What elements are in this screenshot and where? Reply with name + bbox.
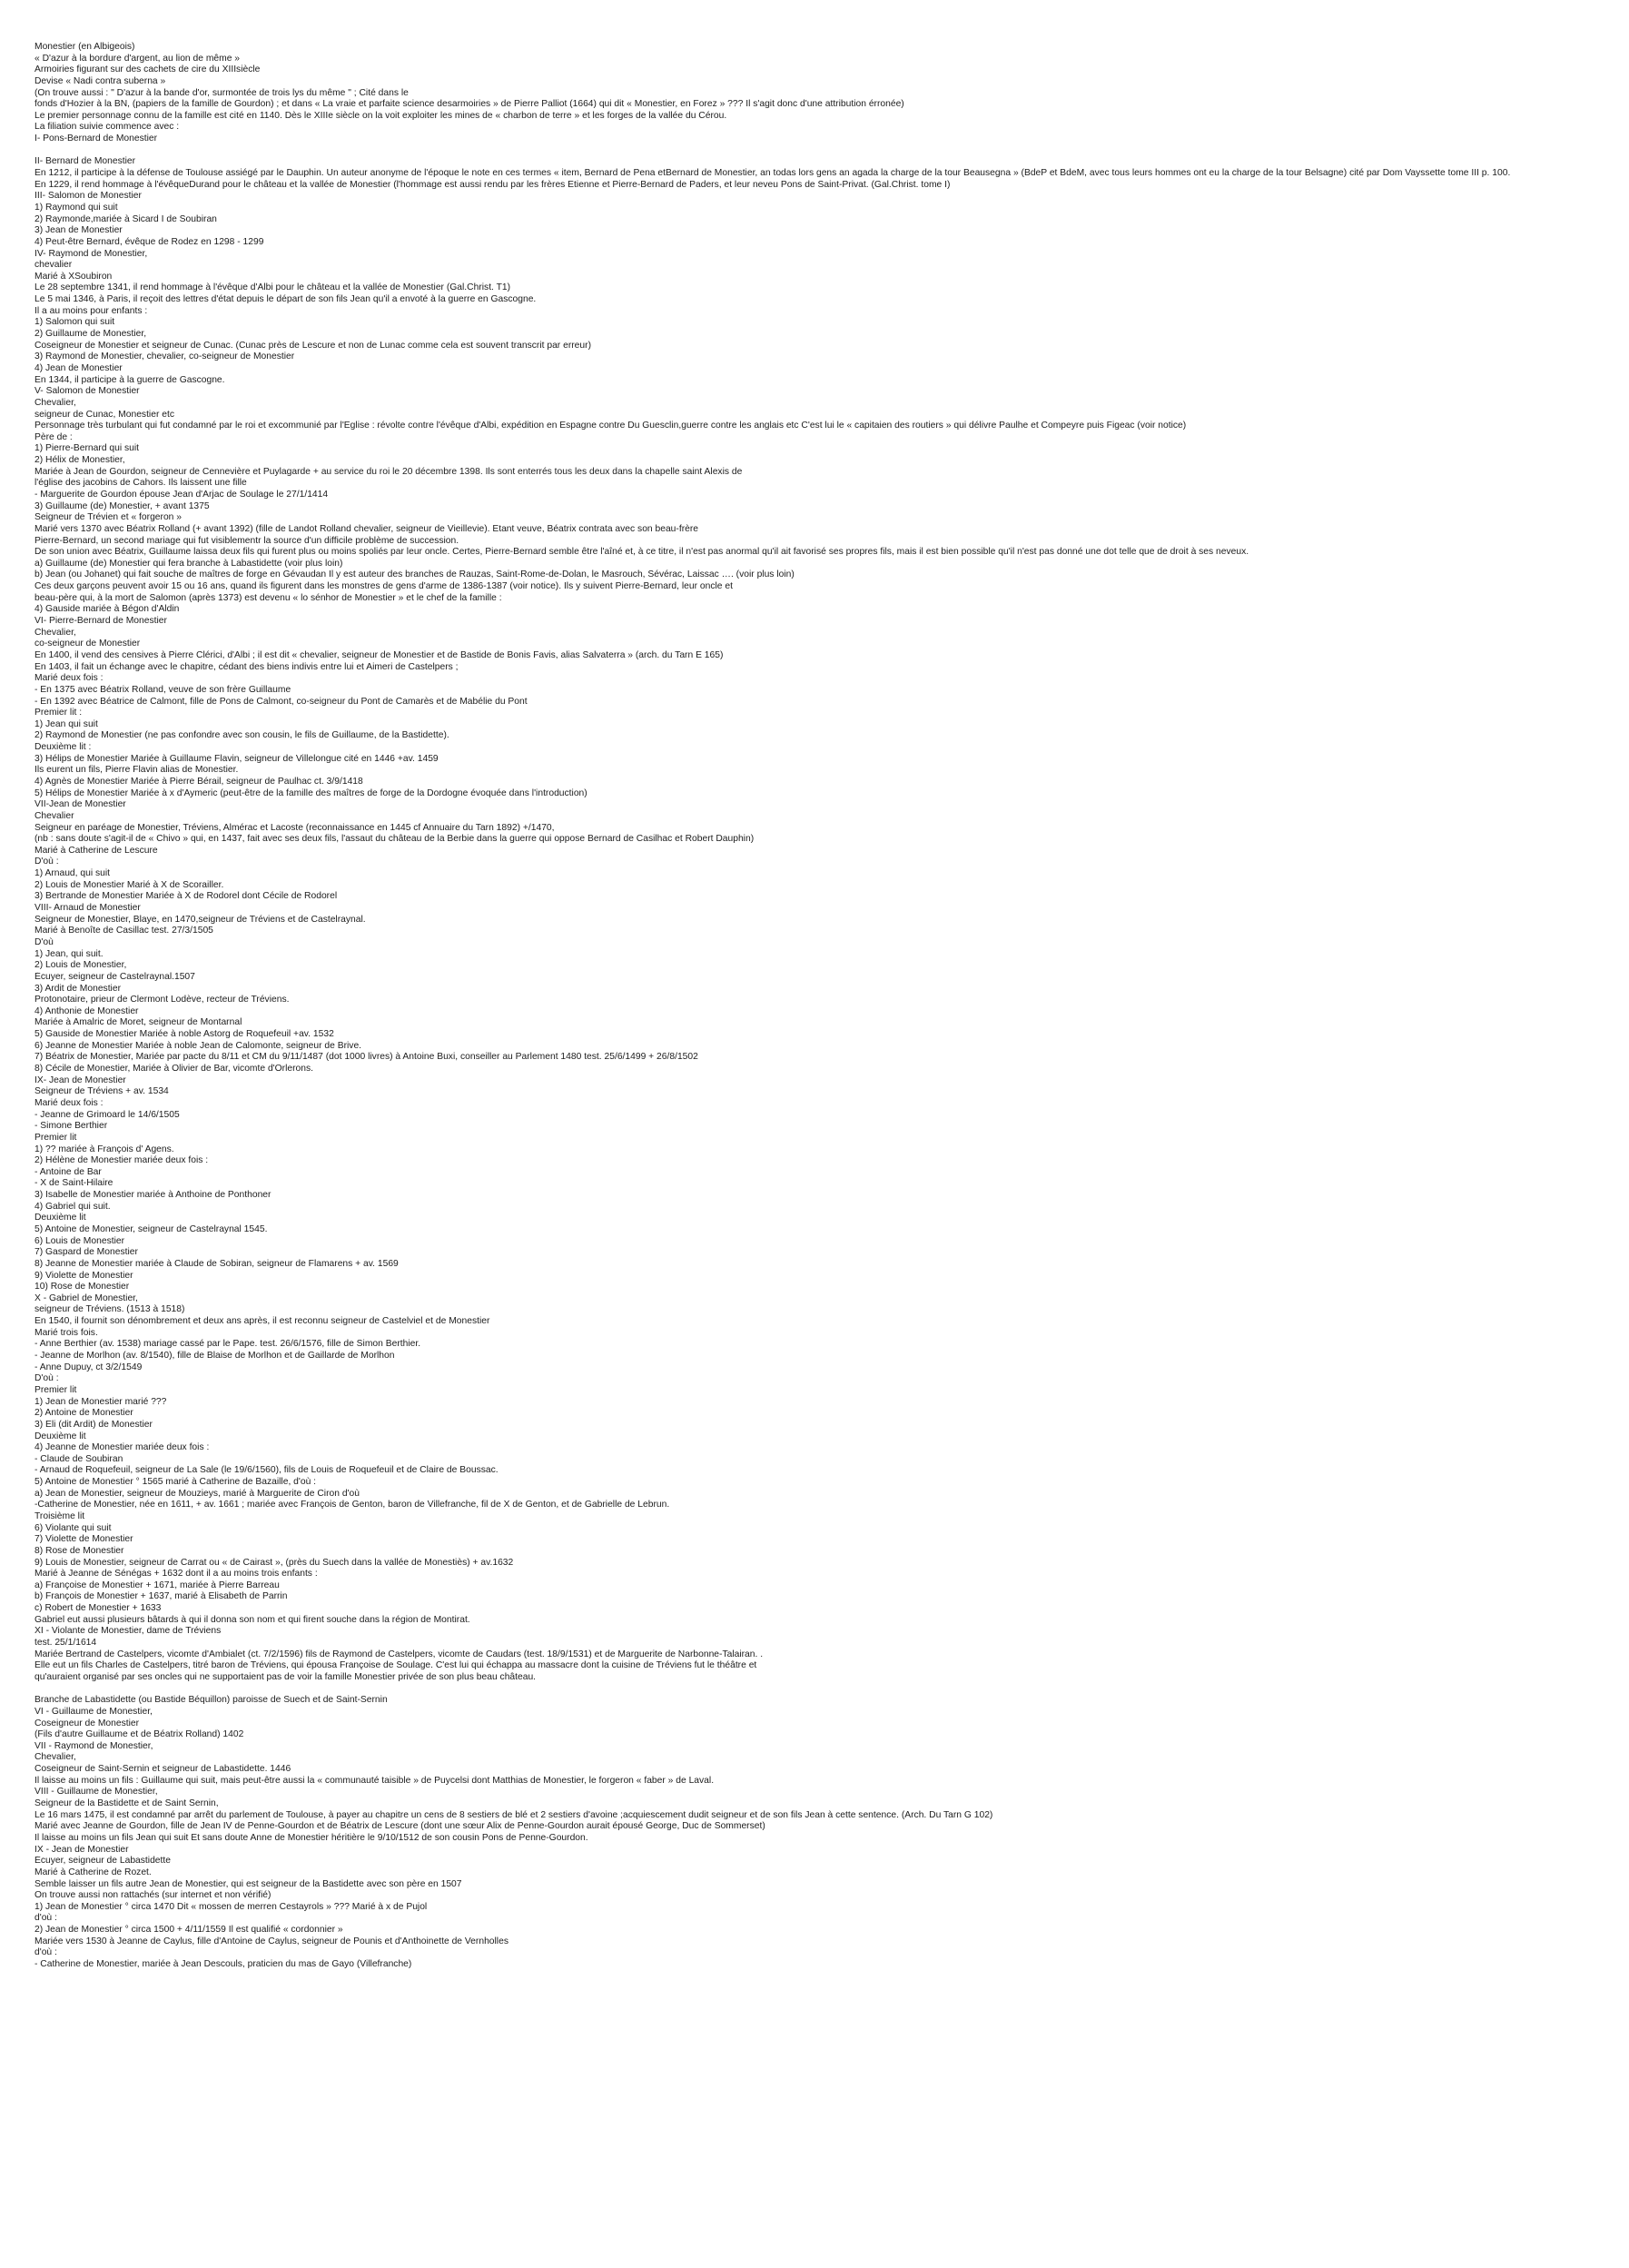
text-line: « D'azur à la bordure d'argent, au lion de même » bbox=[35, 53, 241, 64]
text-line: (nb : sans doute s'agit-il de « Chivo » qui, en 1437, fait avec ses deux fils, l'assaut du château de la Berbie dans la guerre qui oppose Bernard de Casilhac et Robert Dauphin) bbox=[35, 834, 755, 845]
text-line: Il laisse au moins un fils : Guillaume qui suit, mais peut-être aussi la « communauté taisible » de Puycelsi dont Matthias de Monestier, le forgeron « faber » de Laval. bbox=[35, 1775, 715, 1786]
text-line: Père de : bbox=[35, 431, 73, 442]
text-line: (On trouve aussi : " D'azur à la bande d'or, surmontée de trois lys du même " ; Cité dans le bbox=[35, 87, 409, 98]
text-line: VII - Raymond de Monestier, bbox=[35, 1740, 153, 1751]
text-line: 8) Cécile de Monestier, Mariée à Olivier de Bar, vicomte d'Orlerons. bbox=[35, 1064, 313, 1075]
text-line: chevalier bbox=[35, 260, 73, 271]
document-body bbox=[35, 42, 1596, 1971]
text-line bbox=[35, 1684, 1596, 1696]
text-line: -Catherine de Monestier, née en 1611, + av. 1661 ; mariée avec François de Genton, baron de Villefranche, fil de X de Genton, et de Gabrielle de Lebrun. bbox=[35, 1500, 670, 1510]
text-line: 4) Jeanne de Monestier mariée deux fois : bbox=[35, 1442, 210, 1453]
text-line: Gabriel eut aussi plusieurs bâtards à qui il donna son nom et qui firent souche dans la région de Montirat. bbox=[35, 1614, 470, 1625]
text-line: - Catherine de Monestier, mariée à Jean Descouls, praticien du mas de Gayo (Villefranche) bbox=[35, 1958, 412, 1969]
text-line: 2) Louis de Monestier, bbox=[35, 960, 127, 971]
text-line: a) Guillaume (de) Monestier qui fera branche à Labastidette (voir plus loin) bbox=[35, 558, 343, 569]
text-line: beau-père qui, à la mort de Salomon (après 1373) est devenu « lo sénhor de Monestier » et le chef de la famille : bbox=[35, 592, 502, 603]
text-line: a) Jean de Monestier, seigneur de Mouzieys, marié à Marguerite de Ciron d'où bbox=[35, 1488, 360, 1499]
text-line: - En 1375 avec Béatrix Rolland, veuve de son frère Guillaume bbox=[35, 684, 291, 695]
text-line: 6) Violante qui suit bbox=[35, 1522, 112, 1533]
text-line: V- Salomon de Monestier bbox=[35, 386, 140, 397]
text-line: fonds d'Hozier à la BN, (papiers de la famille de Gourdon) ; et dans « La vraie et parfaite science desarmoiries » de Pierre Palliot (1664) qui dit « Monestier, en Forez » ??? Il s'agit donc d'une attribution érronée) bbox=[35, 99, 904, 110]
text-line: Chevalier, bbox=[35, 627, 76, 638]
text-line: VII-Jean de Monestier bbox=[35, 799, 126, 810]
text-line: 4) Agnès de Monestier Mariée à Pierre Bérail, seigneur de Paulhac ct. 3/9/1418 bbox=[35, 777, 363, 787]
text-line: 8) Jeanne de Monestier mariée à Claude de Sobiran, seigneur de Flamarens + av. 1569 bbox=[35, 1258, 399, 1269]
text-line: De son union avec Béatrix, Guillaume laissa deux fils qui furent plus ou moins spoliés par leur oncle. Certes, Pierre-Bernard semble être l'aîné et, à ce titre, il n'est pas anormal qu'il ait favorisé ses propres fils, mais il est bien possible qu'il n'est pas donné une dot telle que de droit à ses neveux. bbox=[35, 547, 1249, 558]
text-line: D'où : bbox=[35, 857, 59, 867]
text-line: 4) Anthonie de Monestier bbox=[35, 1005, 139, 1016]
text-line: Mariée vers 1530 à Jeanne de Caylus, fille d'Antoine de Caylus, seigneur de Pounis et d'Anthoinette de Vernholles bbox=[35, 1936, 508, 1946]
text-line: 6) Louis de Monestier bbox=[35, 1235, 125, 1246]
text-line: Seigneur de la Bastidette et de Saint Sernin, bbox=[35, 1798, 219, 1809]
text-line: Troisième lit bbox=[35, 1511, 85, 1521]
text-line: 3) Hélips de Monestier Mariée à Guillaume Flavin, seigneur de Villelongue cité en 1446 +av. 1459 bbox=[35, 753, 439, 764]
text-line: Devise « Nadi contra suberna » bbox=[35, 75, 166, 86]
text-line: 5) Hélips de Monestier Mariée à x d'Aymeric (peut-être de la famille des maîtres de forge de la Dordogne évoquée dans l'introduction) bbox=[35, 787, 587, 798]
text-line: En 1344, il participe à la guerre de Gascogne. bbox=[35, 374, 225, 385]
text-line: 2) Antoine de Monestier bbox=[35, 1408, 133, 1419]
text-line: 4) Jean de Monestier bbox=[35, 362, 123, 373]
text-line: En 1400, il vend des censives à Pierre Clérici, d'Albi ; il est dit « chevalier, seigneur de Monestier et de Bastide de Bonis Favis, alias Salvaterra » (arch. du Tarn E 165) bbox=[35, 649, 724, 660]
text-line: 1) ?? mariée à François d' Agens. bbox=[35, 1144, 174, 1154]
text-line: Deuxième lit bbox=[35, 1431, 86, 1441]
text-line: 7) Béatrix de Monestier, Mariée par pacte du 8/11 et CM du 9/11/1487 (dot 1000 livres) à Antoine Buxi, conseiller au Parlement 1480 test. 25/6/1499 + 26/8/1502 bbox=[35, 1052, 698, 1063]
text-line: Le 28 septembre 1341, il rend hommage à l'évêque d'Albi pour le château et la vallée de Monestier (Gal.Christ. T1) bbox=[35, 282, 511, 293]
text-line: Coseigneur de Saint-Sernin et seigneur de Labastidette. 1446 bbox=[35, 1764, 291, 1775]
text-line: Le premier personnage connu de la famille est cité en 1140. Dès le XIIIe siècle on la voit exploiter les mines de « charbon de terre » et les forges de la vallée du Cérou. bbox=[35, 110, 727, 121]
text-line: I- Pons-Bernard de Monestier bbox=[35, 134, 158, 144]
text-line: 1) Salomon qui suit bbox=[35, 317, 115, 328]
text-line: Écuyer, seigneur de Castelraynal.1507 bbox=[35, 971, 195, 982]
text-line: 2) Hélène de Monestier mariée deux fois : bbox=[35, 1155, 209, 1166]
text-line: - Antoine de Bar bbox=[35, 1166, 102, 1177]
text-line: 3) Guillaume (de) Monestier, + avant 1375 bbox=[35, 500, 210, 511]
text-line: Deuxième lit : bbox=[35, 742, 92, 753]
text-line: Le 5 mai 1346, à Paris, il reçoit des lettres d'état depuis le départ de son fils Jean qu'il a envoté à la guerre en Gascogne. bbox=[35, 294, 537, 305]
text-line: Chevalier, bbox=[35, 1752, 76, 1763]
text-line: Marié deux fois : bbox=[35, 1097, 104, 1108]
text-line: Chevalier, bbox=[35, 397, 76, 408]
text-line: En 1540, il fournit son dénombrement et deux ans après, il est reconnu seigneur de Castelviel et de Monestier bbox=[35, 1316, 490, 1327]
text-line: D'où bbox=[35, 936, 54, 947]
text-line: seigneur de Cunac, Monestier etc bbox=[35, 409, 174, 420]
text-line: a) Françoise de Monestier + 1671, mariée à Pierre Barreau bbox=[35, 1580, 280, 1590]
text-line: - X de Saint-Hilaire bbox=[35, 1178, 114, 1189]
text-line: Marié trois fois. bbox=[35, 1327, 98, 1338]
text-line: VI - Guillaume de Monestier, bbox=[35, 1706, 153, 1717]
text-line: 5) Gauside de Monestier Mariée à noble Astorg de Roquefeuil +av. 1532 bbox=[35, 1029, 334, 1040]
text-line: 8) Rose de Monestier bbox=[35, 1545, 124, 1556]
text-line: 1) Jean, qui suit. bbox=[35, 948, 104, 959]
text-line: 2) Hélix de Monestier, bbox=[35, 455, 125, 466]
text-line: Marié à Catherine de Rozet. bbox=[35, 1867, 152, 1877]
text-line: 3) Raymond de Monestier, chevalier, co-seigneur de Monestier bbox=[35, 352, 295, 362]
text-line: 3) Ardit de Monestier bbox=[35, 983, 122, 994]
text-line: III- Salomon de Monestier bbox=[35, 191, 142, 202]
text-line: - Anne Dupuy, ct 3/2/1549 bbox=[35, 1362, 143, 1372]
text-line bbox=[35, 145, 1596, 157]
text-line: 6) Jeanne de Monestier Mariée à noble Jean de Calomonte, seigneur de Brive. bbox=[35, 1040, 362, 1051]
text-line: Seigneur de Monestier, Blaye, en 1470,seigneur de Tréviens et de Castelraynal. bbox=[35, 914, 366, 925]
text-line: - Claude de Soubiran bbox=[35, 1453, 123, 1464]
text-line: 1) Jean de Monestier ° circa 1470 Dit « mossen de merren Cestayrols » ??? Marié à x de Pujol bbox=[35, 1901, 428, 1912]
text-line: 2) Jean de Monestier ° circa 1500 + 4/11/1559 Il est qualifié « cordonnier » bbox=[35, 1925, 343, 1936]
text-line: co-seigneur de Monestier bbox=[35, 639, 141, 649]
text-line: Écuyer, seigneur de Labastidette bbox=[35, 1856, 171, 1867]
text-line: 1) Jean qui suit bbox=[35, 718, 98, 729]
text-line: qu'auraient organisé par ses oncles qui ne supportaient pas de voir la famille Monestier privée de son plus beau château. bbox=[35, 1671, 537, 1682]
text-line: Mariée Bertrand de Castelpers, vicomte d'Ambialet (ct. 7/2/1596) fils de Raymond de Castelpers, vicomte de Caudars (test. 18/9/1531) et de Marguerite de Narbonne-Talairan. . bbox=[35, 1649, 764, 1659]
text-line: Coseigneur de Monestier et seigneur de Cunac. (Cunac près de Lescure et non de Lunac comme cela est souvent transcrit par erreur) bbox=[35, 340, 591, 351]
text-line: Il a au moins pour enfants : bbox=[35, 305, 148, 316]
text-line: IV- Raymond de Monestier, bbox=[35, 248, 148, 259]
text-line: 5) Antoine de Monestier, seigneur de Castelraynal 1545. bbox=[35, 1223, 268, 1234]
text-line: Monestier (en Albigeois) bbox=[35, 42, 135, 52]
text-line: Branche de Labastidette (ou Bastide Béquillon) paroisse de Suech et de Saint-Sernin bbox=[35, 1695, 388, 1706]
text-line: 9) Violette de Monestier bbox=[35, 1270, 133, 1281]
text-line: d'où : bbox=[35, 1947, 57, 1958]
text-line: 4) Gabriel qui suit. bbox=[35, 1201, 111, 1212]
text-line: Mariée à Jean de Gourdon, seigneur de Cennevière et Puylagarde + au service du roi le 20 décembre 1398. Ils sont enterrés tous les deux dans la chapelle saint Alexis de bbox=[35, 466, 743, 477]
text-line: D'où : bbox=[35, 1373, 59, 1384]
text-line: 3) Bertrande de Monestier Mariée à X de Rodorel dont Cécile de Rodorel bbox=[35, 891, 338, 902]
text-line: - En 1392 avec Béatrice de Calmont, fille de Pons de Calmont, co-seigneur du Pont de Camarès et de Mabélie du Pont bbox=[35, 696, 528, 707]
text-line: VIII - Guillaume de Monestier, bbox=[35, 1787, 158, 1798]
text-line: Marié à Benoîte de Casillac test. 27/3/1505 bbox=[35, 926, 213, 936]
text-line: 3) Eli (dit Ardit) de Monestier bbox=[35, 1419, 153, 1430]
text-line: Marié vers 1370 avec Béatrix Rolland (+ avant 1392) (fille de Landot Rolland chevalier, seigneur de Vieillevie). Etant veuve, Béatrix contrata avec son beau-frère bbox=[35, 523, 699, 534]
text-line: En 1212, il participe à la défense de Toulouse assiégé par le Dauphin. Un auteur anonyme de l'époque le note en ces termes « item, Bernard de Pena etBernard de Monestier, an todas lors gens an agada la charge de la tour Beausegna » (BdeP et BdeM, avec tous leurs hommes ont eu la charge de la tour Belsagne) cité par Dom Vayssette tome III p. 100. bbox=[35, 168, 1511, 179]
text-line: Marié avec Jeanne de Gourdon, fille de Jean IV de Penne-Gourdon et de Béatrix de Lescure (dont une sœur Alix de Penne-Gourdon aurait épousé George, Duc de Sommerset) bbox=[35, 1821, 765, 1832]
text-line: c) Robert de Monestier + 1633 bbox=[35, 1603, 162, 1614]
text-line: En 1403, il fait un échange avec le chapitre, cédant des biens indivis entre lui et Aimeri de Castelpers ; bbox=[35, 661, 459, 672]
text-line: Armoiries figurant sur des cachets de cire du XIIIsiècle bbox=[35, 64, 261, 75]
text-line: 1) Arnaud, qui suit bbox=[35, 868, 110, 879]
text-line: En 1229, il rend hommage à l'évêqueDurand pour le château et la vallée de Monestier (l'hommage est aussi rendu par les frères Etienne et Pierre-Bernard de Paders, et leur neveu Pons de Saint-Privat. (Gal.Christ. tome I) bbox=[35, 179, 951, 190]
text-line: (Fils d'autre Guillaume et de Béatrix Rolland) 1402 bbox=[35, 1729, 244, 1740]
text-line: b) Jean (ou Johanet) qui fait souche de maîtres de forge en Gévaudan Il y est auteur des branches de Rauzas, Saint-Rome-de-Dolan, le Masrouch, Sévérac, Laissac …. (voir plus loin) bbox=[35, 569, 795, 580]
text-line: 5) Antoine de Monestier ° 1565 marié à Catherine de Bazaille, d'où : bbox=[35, 1477, 317, 1488]
text-line: 7) Gaspard de Monestier bbox=[35, 1247, 138, 1258]
text-line: Ils eurent un fils, Pierre Flavin alias de Monestier. bbox=[35, 765, 239, 776]
text-line: - Marguerite de Gourdon épouse Jean d'Arjac de Soulage le 27/1/1414 bbox=[35, 489, 329, 500]
text-line: Chevalier bbox=[35, 810, 74, 821]
text-line: Seigneur de Trévien et « forgeron » bbox=[35, 512, 182, 523]
text-line: - Arnaud de Roquefeuil, seigneur de La Sale (le 19/6/1560), fils de Louis de Roquefeuil et de Claire de Boussac. bbox=[35, 1465, 499, 1476]
text-line: 2) Guillaume de Monestier, bbox=[35, 329, 147, 340]
text-line: - Anne Berthier (av. 1538) mariage cassé par le Pape. test. 26/6/1576, fille de Simon Berthier. bbox=[35, 1339, 421, 1350]
text-line: On trouve aussi non rattachés (sur internet et non vérifié) bbox=[35, 1890, 272, 1901]
text-line: Personnage très turbulant qui fut condamné par le roi et excommunié par l'Eglise : révolte contre l'évêque d'Albi, expédition en Espagne contre Du Guesclin,guerre contre les anglais etc C'est lui le « capitaien des routiers » qui délivre Paulhe et Compeyre puis Figeac (voir notice) bbox=[35, 421, 1187, 431]
text-line: 2) Raymond de Monestier (ne pas confondre avec son cousin, le fils de Guillaume, de la Bastidette). bbox=[35, 730, 449, 741]
text-line: Pierre-Bernard, un second mariage qui fut visiblementr la source d'un difficile problème de succession. bbox=[35, 535, 459, 546]
text-line: 9) Louis de Monestier, seigneur de Carrat ou « de Cairast », (près du Suech dans la vallée de Monestiès) + av.1632 bbox=[35, 1557, 514, 1568]
text-line: 3) Isabelle de Monestier mariée à Anthoine de Ponthoner bbox=[35, 1190, 272, 1201]
text-line: 3) Jean de Monestier bbox=[35, 225, 123, 236]
text-line: X - Gabriel de Monestier, bbox=[35, 1292, 138, 1303]
text-line: II- Bernard de Monestier bbox=[35, 156, 136, 167]
text-line: Mariée à Amalric de Moret, seigneur de Montarnal bbox=[35, 1017, 242, 1028]
text-line: Marié à XSoubiron bbox=[35, 271, 113, 282]
text-line: - Jeanne de Grimoard le 14/6/1505 bbox=[35, 1109, 180, 1120]
text-line: Protonotaire, prieur de Clermont Lodève, recteur de Tréviens. bbox=[35, 995, 290, 1005]
text-line: 4) Peut-être Bernard, évêque de Rodez en 1298 - 1299 bbox=[35, 236, 264, 247]
text-line: 1) Raymond qui suit bbox=[35, 202, 118, 213]
text-line: Seigneur de Tréviens + av. 1534 bbox=[35, 1086, 169, 1097]
text-line: b) François de Monestier + 1637, marié à Elisabeth de Parrin bbox=[35, 1591, 288, 1602]
text-line: Semble laisser un fils autre Jean de Monestier, qui est seigneur de la Bastidette avec son père en 1507 bbox=[35, 1878, 462, 1889]
text-line: Marié à Catherine de Lescure bbox=[35, 845, 158, 856]
text-line: d'où : bbox=[35, 1913, 57, 1924]
text-line: Premier lit bbox=[35, 1132, 77, 1143]
text-line: VIII- Arnaud de Monestier bbox=[35, 903, 141, 914]
text-line: l'église des jacobins de Cahors. Ils laissent une fille bbox=[35, 478, 247, 489]
text-line: 1) Jean de Monestier marié ??? bbox=[35, 1396, 167, 1407]
text-line: Le 16 mars 1475, il est condamné par arrêt du parlement de Toulouse, à payer au chapitre un cens de 8 sestiers de blé et 2 sestiers d'avoine ;acquiescement dudit seigneur et de son fils Jean à cette sentence. (Arch. Du Tarn G 102) bbox=[35, 1809, 993, 1820]
text-line: - Jeanne de Morlhon (av. 8/1540), fille de Blaise de Morlhon et de Gaillarde de Morlhon bbox=[35, 1351, 395, 1362]
text-line: 7) Violette de Monestier bbox=[35, 1534, 133, 1545]
text-line: Premier lit : bbox=[35, 708, 83, 718]
text-line: seigneur de Tréviens. (1513 à 1518) bbox=[35, 1304, 185, 1315]
text-line: Premier lit bbox=[35, 1384, 77, 1395]
text-line: 4) Gauside mariée à Bégon d'Aldin bbox=[35, 604, 180, 615]
text-line: 2) Raymonde,mariée à Sicard I de Soubiran bbox=[35, 213, 217, 224]
text-line: Il laisse au moins un fils Jean qui suit Et sans doute Anne de Monestier héritière le 9/10/1512 de son cousin Pons de Penne-Gourdon. bbox=[35, 1832, 588, 1843]
text-line: Coseigneur de Monestier bbox=[35, 1718, 140, 1728]
text-line: IX- Jean de Monestier bbox=[35, 1075, 126, 1085]
text-line: Elle eut un fils Charles de Castelpers, titré baron de Tréviens, qui épousa Françoise de Soulage. C'est lui qui échappa au massacre dont la cuisine de Tréviens fut le théâtre et bbox=[35, 1660, 757, 1671]
text-line: Marié deux fois : bbox=[35, 673, 104, 684]
text-line: VI- Pierre-Bernard de Monestier bbox=[35, 616, 167, 627]
text-line: 2) Louis de Monestier Marié à X de Scorailler. bbox=[35, 879, 224, 890]
text-line: Seigneur en paréage de Monestier, Tréviens, Almérac et Lacoste (reconnaissance en 1445 cf Annuaire du Tarn 1892) +/1470, bbox=[35, 822, 555, 833]
text-line: Deuxième lit bbox=[35, 1213, 86, 1223]
text-line: - Simone Berthier bbox=[35, 1121, 108, 1132]
text-line: XI - Violante de Monestier, dame de Tréviens bbox=[35, 1626, 222, 1637]
text-line: Marié à Jeanne de Sénégas + 1632 dont il a au moins trois enfants : bbox=[35, 1569, 318, 1580]
text-line: 10) Rose de Monestier bbox=[35, 1282, 130, 1292]
text-line: La filiation suivie commence avec : bbox=[35, 122, 180, 133]
text-line: test. 25/1/1614 bbox=[35, 1638, 97, 1649]
text-line: IX - Jean de Monestier bbox=[35, 1844, 129, 1855]
text-line: Ces deux garçons peuvent avoir 15 ou 16 ans, quand ils figurent dans les monstres de gens d'arme de 1386-1387 (voir notice). Ils y suivent Pierre-Bernard, leur oncle et bbox=[35, 581, 733, 592]
text-line: 1) Pierre-Bernard qui suit bbox=[35, 443, 140, 454]
